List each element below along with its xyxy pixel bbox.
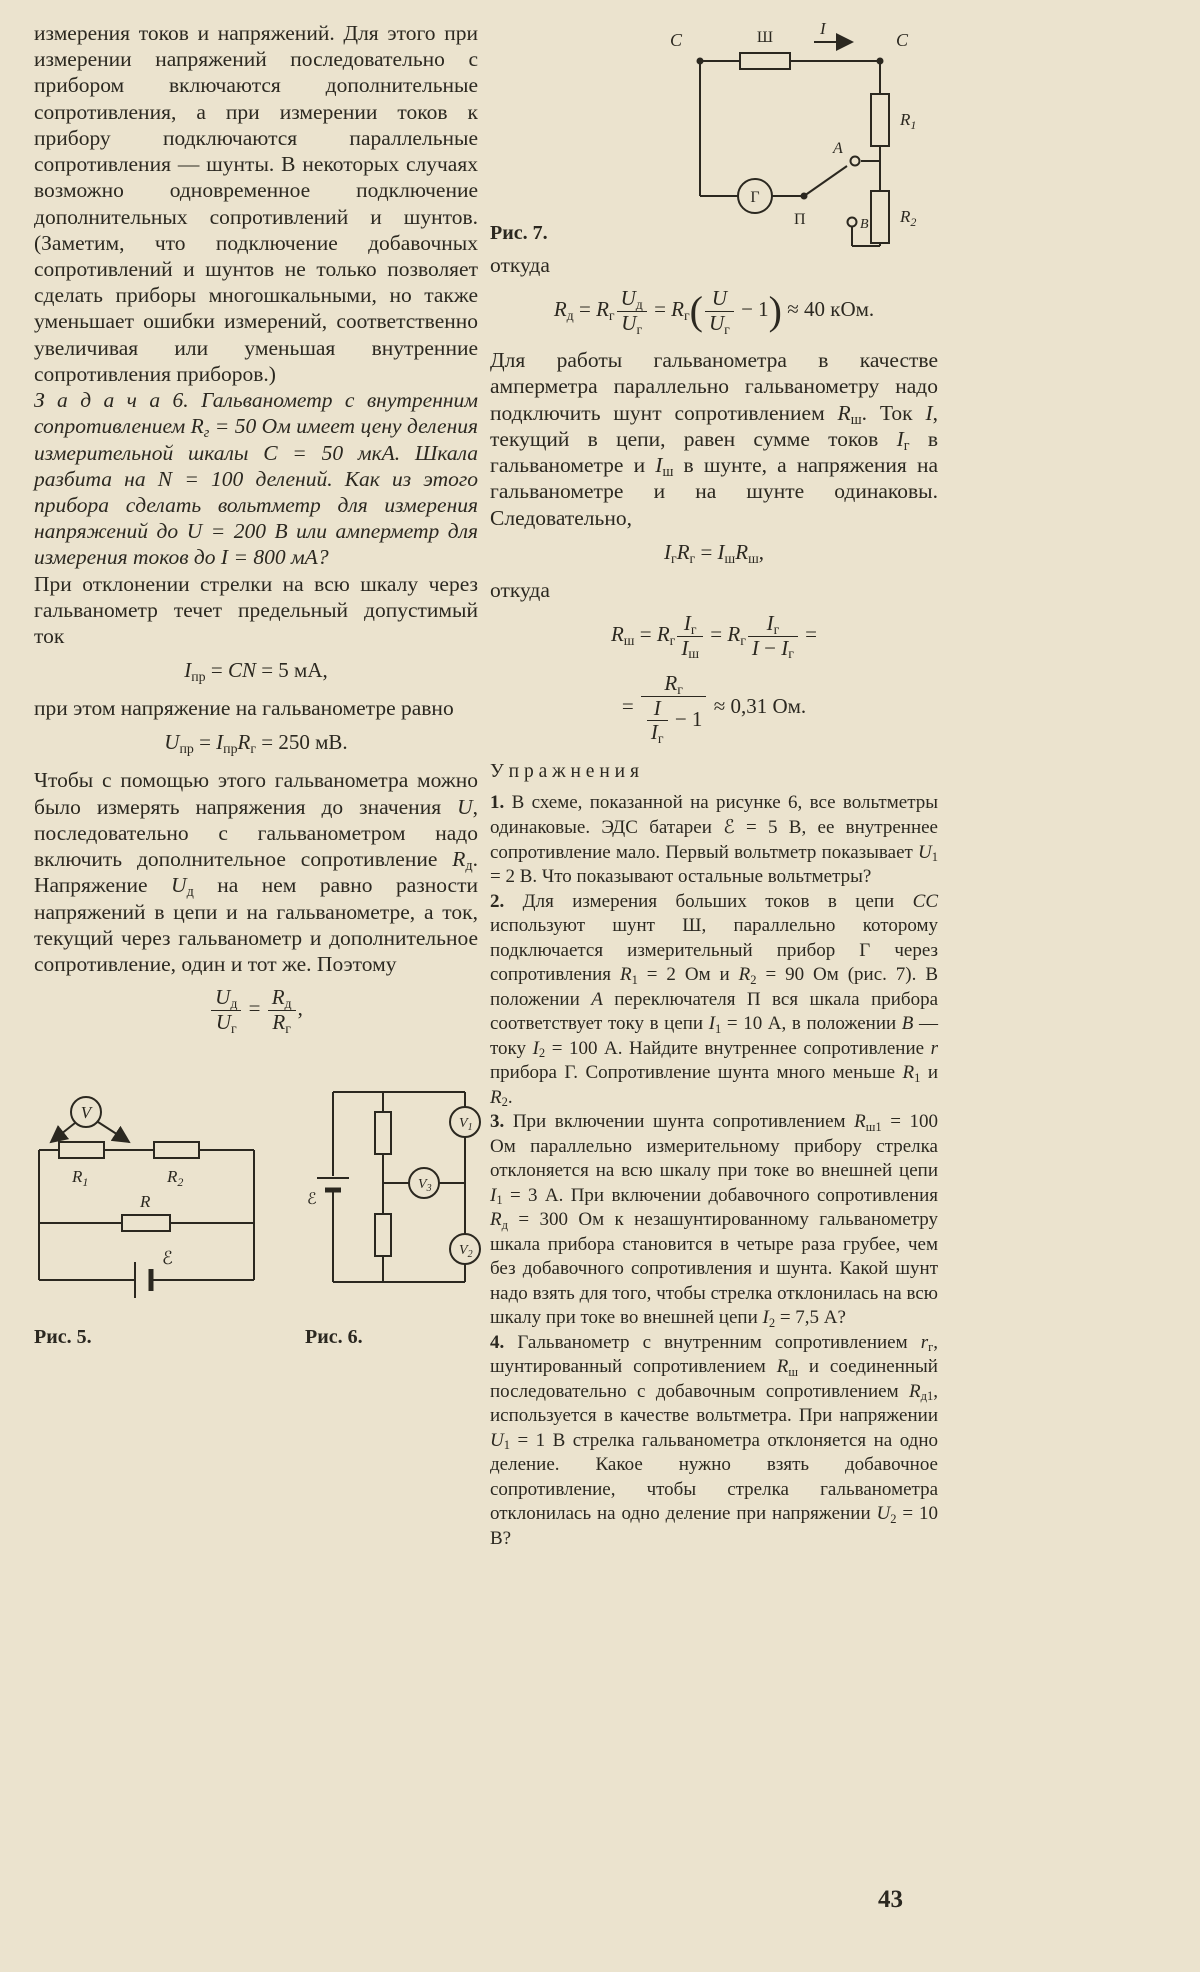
switch-label: П xyxy=(794,211,806,228)
figure-5-caption: Рис. 5. xyxy=(34,1326,92,1349)
formula-rsh-line1: $R_ш = R_г$ $\frac{I_г}{I_ш}$ = $R_г$ $\frac{I_г}{I - I_г}$ = xyxy=(610,611,818,662)
page-number: 43 xyxy=(878,1886,903,1913)
paragraph-otkuda: откуда xyxy=(490,577,550,602)
contact-a xyxy=(851,157,860,166)
v2-label: $V_2$ xyxy=(459,1243,473,1261)
current-label: I xyxy=(820,19,826,38)
position-b-label: B xyxy=(860,217,869,232)
formula-limit-current: $I_{пр}$ = CN = 5 мА, xyxy=(184,658,328,685)
shunt-label: Ш xyxy=(756,29,774,46)
paragraph: При отклонении стрелки на всю шкалу через гальванометр течет предельный допустимый ток xyxy=(34,571,478,649)
figure-6 xyxy=(305,1064,490,1349)
formula-equal-voltages: $I_гR_г = I_шR_ш$, xyxy=(664,539,764,566)
node-left xyxy=(697,58,704,65)
probe-arrow-right xyxy=(98,1122,129,1142)
r2-label: $R_2$ xyxy=(900,207,917,229)
problem-label: З а д а ч а 6. xyxy=(34,388,189,413)
resistor-r2 xyxy=(154,1142,199,1158)
exercises-heading: У п р а ж н е н и я xyxy=(490,760,639,782)
r1-label: $R_1$ xyxy=(72,1167,89,1190)
paragraph-ammeter: Для работы гальванометра в качестве амперметра параллельно гальванометру надо подключить шунт сопротивлением $R_ш$. Ток I, текущий в цепи, равен сумме токов $I_г$ в гальванометре и $I_ш$ в шунте, а напряжения на гальванометре и на шунте одинаковы. Следовательно, xyxy=(490,348,938,530)
resistor-bottom xyxy=(375,1214,391,1256)
exercise-4: 4. Гальванометр с внутренним сопротивлением $r_г$, шунтированный сопротивлением $R_ш$ и соединенный последовательно с добавочным сопротивлением $R_{д1}$, используется в качестве вольтметра. При напряжении $U_1 = 1$ В стрелка гальванометра отклоняется на одно деление. Какое нужно взять добавочное сопротивление, чтобы стрелка гальванометра отклонилась на одно деление при напряжении $U_2 = 10$ В? xyxy=(490,1331,939,1549)
formula-rd: $R_д = R_г$ $\frac{U_д}{U_г}$ = $R_г$( $\frac{U}{U_г}$ − 1) ≈ 40 кОм. xyxy=(553,286,875,337)
resistor-r1 xyxy=(59,1142,104,1158)
switch-pivot xyxy=(801,193,808,200)
r-label: R xyxy=(140,1192,151,1212)
paragraph-continuation: измерения токов и напряжений. Для этого при измерении напряжений последовательно с прибором включаются дополнительные сопротивления, а при измерении токов к прибору подключаются параллельные сопротивления — шунты. В некоторых случаях возможно одновременное подключение дополнительных сопротивлений и шунтов. (Заметим, что подключение добавочных сопротивлений и шунтов не только позволяет сделать приборы многошкальными, но также уменьшает ошибки измерений, соответственно увеличивая или уменьшая внутренние сопротивления приборов.) xyxy=(34,21,478,386)
left-column xyxy=(34,20,478,1349)
exercise-2: 2. Для измерения больших токов в цепи CC используют шунт Ш, параллельно которому подключается измерительный прибор Г через сопротивления $R_1 = 2$ Ом и $R_2 = 90$ Ом (рис. 7). В положении A переключателя П вся шкала прибора соответствует току в цепи $I_1 = 10$ А, в положении B — току $I_2 = 100$ А. Найдите внутреннее сопротивление r прибора Г. Сопротивление шунта много меньше $R_1$ и $R_2$. xyxy=(490,890,939,1110)
resistor-r xyxy=(122,1215,170,1231)
figure5-circuit xyxy=(34,1092,259,1304)
formula-limit-voltage: $U_{пр} = I_{пр}R_г = 250$ мВ. xyxy=(164,730,348,757)
v3-label: $V_3$ xyxy=(418,1177,432,1195)
formula-rsh-line2: = $R_г$ $\frac{I}{I_г}$ − 1 ≈ 0,31 Ом. xyxy=(621,671,807,746)
figures-row xyxy=(34,1064,478,1349)
exercise-3: 3. При включении шунта сопротивлением $R_{ш1} = 100$ Ом параллельно измерительному прибору стрелка отклоняется на всю шкалу при токе во внешней цепи $I_1 = 3$ А. При включении добавочного сопротивления $R_д = 300$ Ом к незашунтированному гальванометру шкала прибора становится в четыре раза грубее, чем без добавочного сопротивления и шунта. Какой шунт надо взять для того, чтобы стрелка отклонилась на всю шкалу при токе во внешней цепи $I_2 = 7,5$ А? xyxy=(490,1111,938,1330)
resistor-top xyxy=(375,1112,391,1154)
exercise-1: 1. В схеме, показанной на рисунке 6, все вольтметры одинаковые. ЭДС батареи ℰ = 5 В, ее внутреннее сопротивление мало. Первый вольтметр показывает $U_1 = 2$ В. Что показывают остальные вольтметры? xyxy=(490,791,938,888)
figure-5 xyxy=(34,1092,259,1349)
figure-6-caption: Рис. 6. xyxy=(305,1326,363,1349)
r2-label: $R_2$ xyxy=(167,1167,184,1190)
contact-b xyxy=(848,218,857,227)
switch-blade xyxy=(804,166,847,196)
galvanometer-label: Г xyxy=(750,189,760,206)
v1-label: $V_1$ xyxy=(459,1116,473,1134)
problem-6-statement: З а д а ч а 6. Гальванометр с внутренним сопротивлением $R_г = 50$ Ом имеет цену деления измерительной шкалы С = 50 мкА. Шкала разбита на N = 100 делений. Как из этого прибора сделать вольтметр для измерения напряжений до U = 200 В или амперметр для измерения токов до I = 800 мА? xyxy=(34,388,479,570)
figure6-circuit xyxy=(305,1064,490,1304)
voltmeter-label: V xyxy=(80,1103,92,1123)
position-a-label: A xyxy=(833,140,843,157)
r1-label: $R_1$ xyxy=(900,110,917,132)
paragraph: при этом напряжение на гальванометре равно xyxy=(34,696,454,721)
figure7-circuit xyxy=(628,6,958,258)
emf-label: ℰ xyxy=(307,1189,317,1209)
probe-arrow-left xyxy=(51,1123,75,1142)
c-left-label: C xyxy=(670,30,683,50)
resistor-r2 xyxy=(871,191,889,243)
shunt-resistor xyxy=(740,53,790,69)
formula-voltage-ratio: $\frac{U_д}{U_г}$ = $\frac{R_д}{R_г}$ , xyxy=(34,986,478,1034)
paragraph: Чтобы с помощью этого гальванометра можно было измерять напряжения до значения U, последовательно с гальванометром надо включить дополнительное сопротивление $R_д$. Напряжение $U_д$ на нем равно разности напряжений в цепи и на гальванометре, а ток, текущий через гальванометр и дополнительное сопротивление, один и тот же. Поэтому xyxy=(34,768,478,976)
node-right xyxy=(877,58,884,65)
emf-label: ℰ xyxy=(162,1248,173,1270)
paragraph-otkuda: откуда xyxy=(490,253,550,277)
figure-7-caption: Рис. 7. xyxy=(490,222,548,244)
c-right-label: C xyxy=(896,30,909,50)
right-column xyxy=(490,252,938,1551)
resistor-r1 xyxy=(871,94,889,146)
